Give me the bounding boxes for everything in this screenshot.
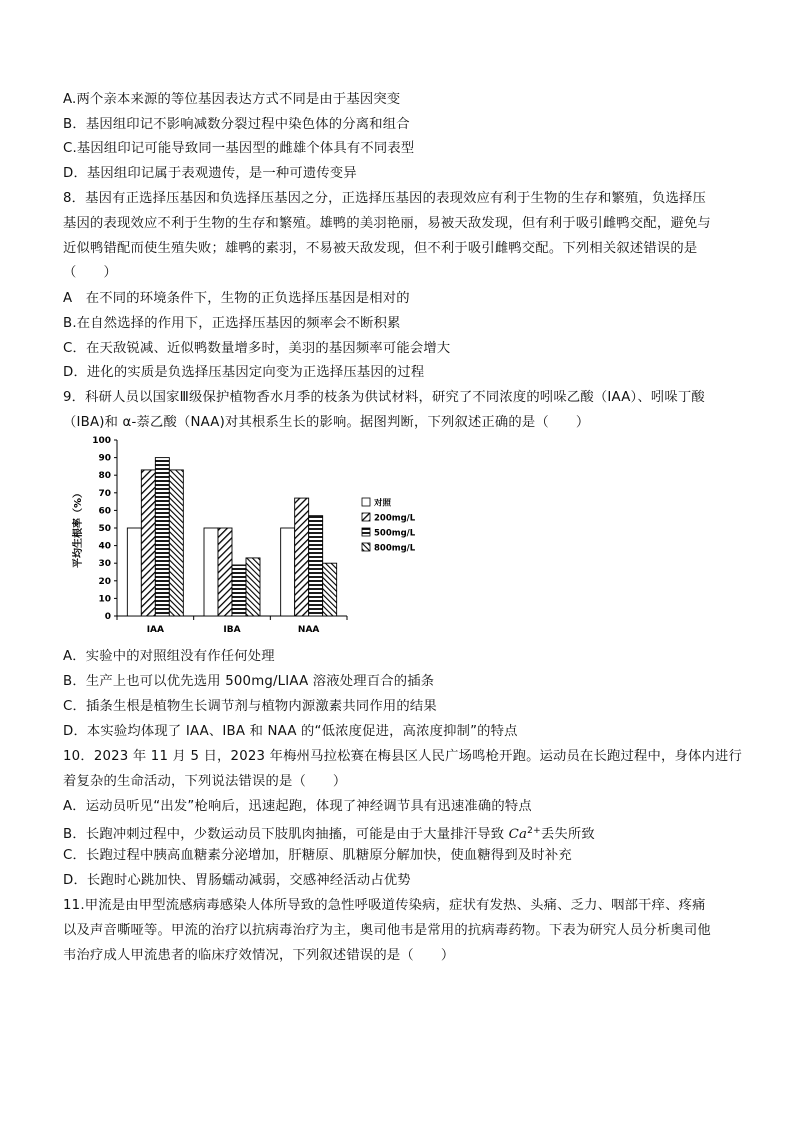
q9-stem-line2: （IBA)和 α-萘乙酸（NAA)对其根系生长的影响。据图判断，下列叙述正确的是（ ）	[63, 415, 590, 430]
q7-option-b: B．基因组印记不影响减数分裂过程中染色体的分离和组合	[63, 117, 410, 132]
q10-option-c: C．长跑过程中胰高血糖素分泌增加，肝糖原、肌糖原分解加快，使血糖得到及时补充	[63, 848, 572, 863]
y-tick-label: 90	[98, 453, 111, 464]
q7-option-a: A.两个亲本来源的等位基因表达方式不同是由于基因突变	[63, 92, 401, 107]
y-tick-label: 50	[98, 524, 111, 534]
legend-swatch	[362, 543, 370, 551]
y-axis-label: 平均生根率（%）	[73, 487, 84, 569]
y-tick-label: 80	[98, 471, 111, 482]
q9-option-d: D．本实验均体现了 IAA、IBA 和 NAA 的“低浓度促进，高浓度抑制”的特点	[63, 724, 518, 739]
bar-iba-3	[246, 558, 260, 616]
y-tick-label: 100	[92, 436, 111, 446]
q8-option-d: D．进化的实质是负选择压基因定向变为正选择压基因的过程	[63, 365, 425, 380]
q8-option-b: B.在自然选择的作用下，正选择压基因的频率会不断积累	[63, 316, 401, 331]
q8-stem-line2: 基因的表现效应不利于生物的生存和繁殖。雄鸭的美羽艳丽，易被天敌发现，但有利于吸引雌鸭交配，避免与	[63, 216, 711, 231]
bar-iaa-1	[141, 470, 155, 616]
q7-option-d: D．基因组印记属于表观遗传，是一种可遗传变异	[63, 166, 357, 181]
bar-naa-0	[281, 528, 295, 616]
bar-iaa-3	[169, 470, 183, 616]
y-tick-label: 20	[98, 576, 111, 587]
y-tick-label: 10	[98, 594, 111, 605]
x-axis	[117, 616, 347, 635]
bar-naa-1	[295, 498, 309, 616]
q10-option-b-text: B．长跑冲刺过程中，少数运动员下肢肌肉抽搐，可能是由于大量排汗导致	[63, 827, 509, 842]
x-tick-label: IBA	[223, 625, 241, 635]
legend-label: 800mg/L	[374, 543, 416, 554]
q8-stem-line4: （ ）	[63, 265, 117, 280]
y-tick-label: 0	[104, 612, 111, 622]
q11-stem-line1: 11.甲流是由甲型流感病毒感染人体所导致的急性呼吸道传染病，症状有发热、头痛、乏力、咽部干痒、疼痛	[63, 898, 706, 913]
bar-naa-2	[309, 516, 323, 616]
legend-swatch	[362, 513, 370, 521]
q8-stem-line3: 近似鸭错配而使生殖失败；雄鸭的素羽，不易被天敌发现，但不利于吸引雌鸭交配。下列相关叙述错误的是	[63, 241, 698, 256]
ion-charge: 2+	[527, 826, 541, 836]
x-tick-label: NAA	[297, 625, 320, 635]
rooting-rate-bar-chart	[65, 428, 425, 646]
y-tick-label: 70	[98, 488, 111, 499]
q10-stem-line1: 10．2023 年 11 月 5 日，2023 年梅州马拉松赛在梅县区人民广场鸣枪开跑。运动员在长跑过程中，身体内进行	[63, 749, 743, 764]
y-tick-label: 40	[98, 541, 111, 552]
bar-iba-2	[232, 565, 246, 616]
q8-stem-line1: 8．基因有正选择压基因和负选择压基因之分，正选择压基因的表现效应有利于生物的生存和繁殖，负选择压	[63, 191, 707, 206]
q8-option-a: A 在不同的环境条件下，生物的正负选择压基因是相对的	[63, 291, 410, 306]
legend-swatch	[362, 498, 370, 506]
q10-option-a: A．运动员听见“出发”枪响后，迅速起跑，体现了神经调节具有迅速准确的特点	[63, 799, 532, 814]
bar-iba-1	[218, 528, 232, 616]
q10-stem-line2: 着复杂的生命活动，下列说法错误的是（ ）	[63, 774, 347, 789]
legend	[362, 498, 416, 554]
q10-option-d: D．长跑时心跳加快、胃肠蠕动减弱，交感神经活动占优势	[63, 873, 411, 888]
q8-option-c: C．在天敌锐减、近似鸭数量增多时，美羽的基因频率可能会增大	[63, 341, 451, 356]
q10-option-b	[63, 822, 595, 844]
bar-naa-3	[323, 563, 337, 616]
q11-stem-line3: 韦治疗成人甲流患者的临床疗效情况，下列叙述错误的是（ ）	[63, 948, 455, 963]
bar-iaa-2	[155, 458, 169, 616]
y-axis	[92, 436, 117, 622]
bar-iaa-0	[127, 528, 141, 616]
legend-swatch	[362, 528, 370, 536]
q7-option-c: C.基因组印记可能导致同一基因型的雌雄个体具有不同表型	[63, 141, 415, 156]
legend-label: 200mg/L	[374, 513, 416, 524]
calcium-ion: Ca	[508, 827, 528, 842]
bars	[127, 458, 336, 616]
y-tick-label: 60	[98, 506, 111, 517]
q9-option-a: A．实验中的对照组没有作任何处理	[63, 649, 275, 664]
q10-option-b-tail: 丢失所致	[540, 827, 595, 842]
q11-stem-line2: 以及声音嘶哑等。甲流的治疗以抗病毒治疗为主，奥司他韦是常用的抗病毒药物。下表为研究人员分析奥司他	[63, 923, 711, 938]
q9-stem-line1: 9．科研人员以国家Ⅲ级保护植物香水月季的枝条为供试材料，研究了不同浓度的吲哚乙酸（IAA）、吲哚丁酸	[63, 390, 705, 405]
q9-option-c: C．插条生根是植物生长调节剂与植物内源激素共同作用的结果	[63, 699, 437, 714]
y-tick-label: 30	[98, 559, 111, 570]
legend-label: 对照	[374, 498, 392, 509]
bar-iba-0	[204, 528, 218, 616]
q9-option-b: B．生产上也可以优先选用 500mg/LIAA 溶液处理百合的插条	[63, 674, 435, 689]
legend-label: 500mg/L	[374, 528, 416, 539]
x-tick-label: IAA	[146, 625, 164, 635]
